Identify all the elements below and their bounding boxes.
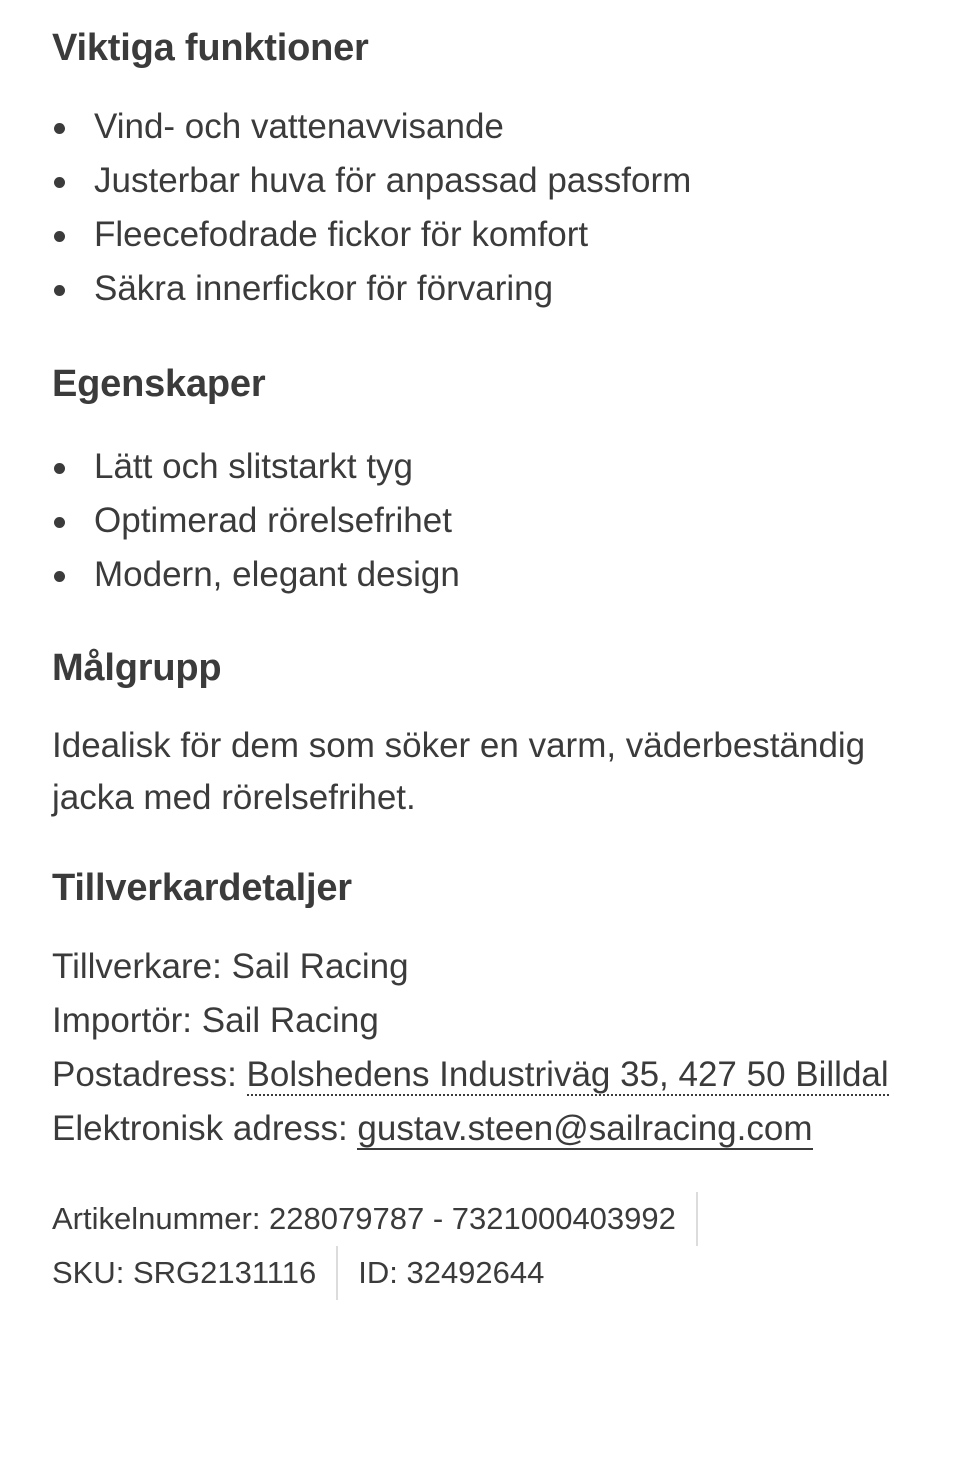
target-group-heading: Målgrupp [52,647,222,689]
address-label: Postadress: [52,1055,247,1094]
manufacturer-value: Sail Racing [231,947,409,986]
properties-heading: Egenskaper [52,363,266,405]
manufacturer-heading: Tillverkardetaljer [52,867,352,909]
list-item: Fleecefodrade fickor för komfort [52,208,908,262]
manufacturer-label: Tillverkare: [52,947,232,986]
article-number: Artikelnummer: 228079787 - 7321000403992 [52,1201,676,1236]
importer-value: Sail Racing [201,1001,379,1040]
manufacturer-details [52,940,908,1156]
list-item: Modern, elegant design [52,548,908,602]
divider [336,1246,338,1300]
product-id: ID: 32492644 [358,1255,545,1290]
address-link[interactable]: Bolshedens Industriväg 35, 427 50 Billdal [246,1055,889,1094]
list-item: Optimerad rörelsefrihet [52,494,908,548]
properties-list [52,440,908,602]
features-list [52,100,908,316]
email-link[interactable]: gustav.steen@sailracing.com [357,1109,813,1148]
list-item: Säkra innerfickor för förvaring [52,262,908,316]
list-item: Justerbar huva för anpassad passform [52,154,908,208]
product-identifiers [52,1192,908,1300]
features-heading: Viktiga funktioner [52,27,369,69]
email-label: Elektronisk adress: [52,1109,358,1148]
target-group-text: Idealisk för dem som söker en varm, väderbeständig jacka med rörelsefrihet. [52,726,866,817]
list-item: Lätt och slitstarkt tyg [52,440,908,494]
sku: SKU: SRG2131116 [52,1255,317,1290]
divider [696,1192,698,1246]
list-item: Vind- och vattenavvisande [52,100,908,154]
importer-label: Importör: [52,1001,202,1040]
